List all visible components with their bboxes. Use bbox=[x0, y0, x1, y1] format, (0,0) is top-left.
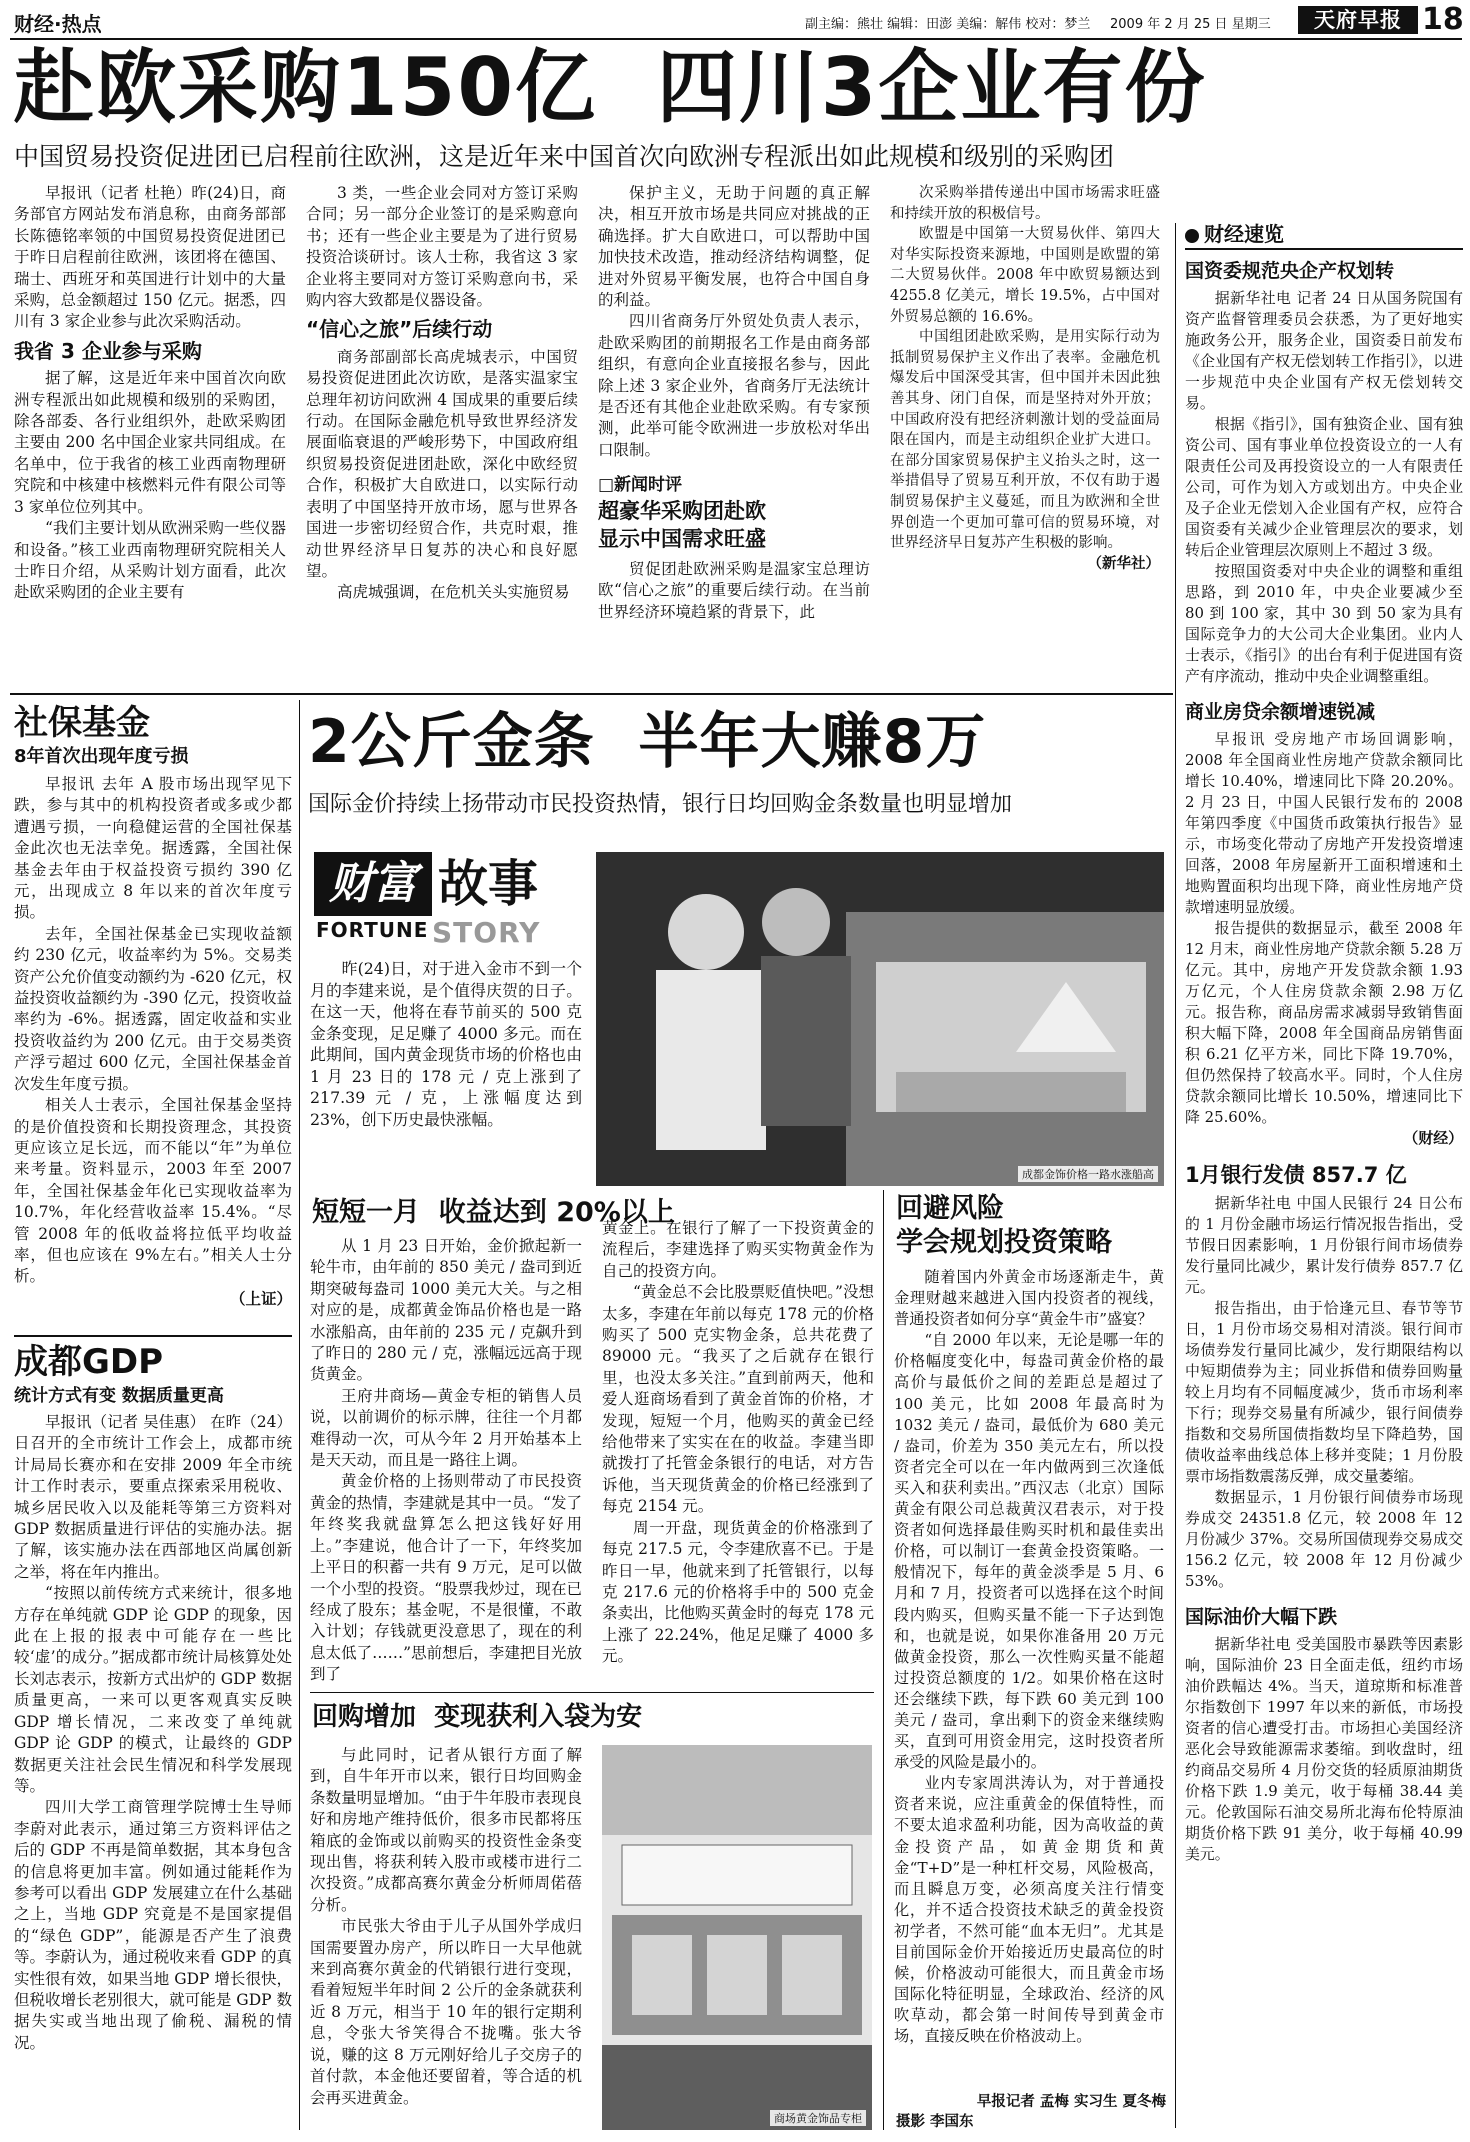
chengdu-subtitle: 统计方式有变 数据质量更高 bbox=[14, 1386, 224, 1406]
photo1-caption: 成都金饰价格一路水涨船高 bbox=[1018, 1166, 1158, 1182]
lead-col3-p1: 保护主义，无助于问题的真正解决，相互开放市场是共同应对挑战的正确选择。扩大自欧进口，可以帮助中国加快技术改造，推动经济结构调整，促进对外贸易平衡发展，也符合中国自身的利益。 bbox=[598, 184, 870, 310]
issue-date: 2009 年 2 月 25 日 星期三 bbox=[1110, 17, 1271, 32]
sidebar-n2-source: （财经） bbox=[1403, 1129, 1463, 1147]
gold-sec3-col bbox=[894, 1267, 1164, 2087]
gold-byline-2: 摄影 李国东 bbox=[896, 2113, 974, 2130]
shebao-subtitle: 8年首次出现年度亏损 bbox=[14, 746, 189, 767]
photo2-caption: 商场黄金饰品专柜 bbox=[770, 2110, 866, 2126]
gold-intro-p: 昨(24)日，对于进入金市不到一个月的李建来说，是个值得庆贺的日子。在这一天，他将在春节前买的 500 克金条变现，足足赚了 4000 多元。而在此期间，国内黄金现货市场的价格也由 1 月 23 日的 178 元 / 克上涨到了 217.39 元 / 克，上涨幅度达到 23%，创下历史最快涨幅。 bbox=[310, 959, 582, 1129]
lead-col1-p2: 据了解，这是近年来中国首次向欧洲专程派出如此规模和级别的采购团，除各部委、各行业组织外，赴欧采购团主要由 200 名中国企业家共同组成。在名单中，位于我省的核工业西南物理研究院和中核建中核燃料元件有限公司等 3 家单位位列其中。 bbox=[14, 369, 286, 516]
gold-sec2-p2: 市民张大爷由于儿子从国外学成归国需要置办房产，所以昨日一大早他就来到高赛尔黄金的代销银行进行变现，看着短短半年时间 2 公斤的金条就获利近 8 万元，相当于 10 年的银行定期利息，令张大爷笑得合不拢嘴。张大爷说，赚的这 8 万元刚好给儿子交房子的首付款，本金他还要留着，等合适的机会再买进黄金。 bbox=[310, 1917, 582, 2107]
sidebar-n4-p1: 据新华社电 受美国股市暴跌等因素影响，国际油价 23 日全面走低，纽约市场油价跌幅达 4%。当天，道琼斯和标准普尔指数创下 1997 年以来的新低，市场投资者的信心遭受打击。市场担心美国经济恶化会导致能源需求萎缩。到收盘时，纽约商品交易所 4 月份交货的轻质原油期货价格下跌 1.9 美元，收于每桶 38.44 美元。伦敦国际石油交易所北海布伦特原油期货价格下跌 91 美分，收于每桶 40.99 美元。 bbox=[1185, 1635, 1463, 1863]
gold-headline: 2公斤金条 半年大赚8万 bbox=[308, 707, 987, 777]
sidebar-n1-p1: 据新华社电 记者 24 日从国务院国有资产监督管理委员会获悉，为了更好地实施政务公开，服务企业，国资委日前发布《企业国有产权无偿划转工作指引》，以进一步规范中央企业国有产权无偿划转交易。 bbox=[1185, 289, 1463, 412]
gold-sec3-p1: 随着国内外黄金市场逐渐走牛，黄金理财越来越进入国内投资者的视线，普通投资者如何分享“黄金牛市”盛宴？ bbox=[894, 1268, 1164, 1329]
section-label: 财经·热点 bbox=[14, 12, 102, 36]
lead-col1-p3: “我们主要计划从欧洲采购一些仪器和设备。”核工业西南物理研究院相关人士昨日介绍，从采购计划方面看，此次赴欧采购团的企业主要有 bbox=[14, 519, 286, 602]
left-col-divider bbox=[14, 1335, 292, 1337]
gold-sec3-title-2: 学会规划投资策略 bbox=[896, 1227, 1112, 1258]
lead-col-2 bbox=[306, 183, 578, 678]
gold-sec1-c2b: “黄金总不会比股票贬值快吧。”没想太多，李建在年前以每克 178 元的价格购买了 500 克实物金条，总共花费了 89000 元。“我买了之后就存在银行里，也没太多关注。”直到前两天，他和爱人逛商场看到了黄金首饰的价格，才发现，短短一个月，他购买的黄金已经给他带来了实实在在的收益。李建当即就拨打了托管金条银行的电话，对方告诉他，当天现货黄金的价格已经涨到了每克 2154 元。 bbox=[602, 1283, 874, 1516]
lead-subhead: 中国贸易投资促进团已启程前往欧洲，这是近年来中国首次向欧洲专程派出如此规模和级别的采购团 bbox=[14, 142, 1115, 171]
gold-sec3-title-1: 回避风险 bbox=[896, 1193, 1004, 1224]
commentary-p1: 贸促团赴欧洲采购是温家宝总理访欧“信心之旅”的重要后续行动。在当前世界经济环境趋紧的背景下，此 bbox=[598, 559, 870, 621]
gold-intro bbox=[310, 958, 582, 1178]
chengdu-p2: “按照以前传统方式来统计，很多地方存在单纯就 GDP 论 GDP 的现象，因此在上报的报表中可能存在一些比较‘虚’的成分。”据成都市统计局核算处处长刘志表示，按新方式出炉的 GDP 数据质量更高，一来可以更客观真实反映 GDP 增长情况，二来改变了单纯就 GDP 论 GDP 的模式，让最终的 GDP 数据更关注社会民生情况和科学发展现等。 bbox=[14, 1584, 292, 1795]
chengdu-p3: 四川大学工商管理学院博士生导师李蔚对此表示，通过第三方资料评估之后的 GDP 不再是简单数据，其本身包含的信息将更加丰富。例如通过能耗作为参考可以看出 GDP 发展建立在什么基础之上，当地 GDP 究竟是不是国家提倡的“绿色 GDP”，能源是否产生了浪费等。李蔚认为，通过税收来看 GDP 的真实性很有效，如果当地 GDP 增长很快，但税收增长老别很大，就可能是 GDP 数据失实或当地出现了偷税、漏税的情况。 bbox=[14, 1798, 292, 2052]
gold-sec1-col-b bbox=[602, 1218, 874, 1686]
lead-col-1 bbox=[14, 183, 286, 678]
lead-col2-p1: 3 类，一些企业会同对方签订采购合同；另一部分企业签订的是采购意向书；还有一些企业主要是为了进行贸易投资洽谈研讨。该人士称，我省这 3 家企业将主要同对方签订采购意向书，采购内容大致都是仪器设备。 bbox=[306, 184, 578, 310]
sidebar-n3-title: 1月银行发债 857.7 亿 bbox=[1185, 1163, 1407, 1187]
lead-col2-p2: 商务部副部长高虎城表示，中国贸易投资促进团此次访欧，是落实温家宝总理年初访问欧洲 4 国成果的重要后续行动。在国际金融危机导致世界经济发展面临衰退的严峻形势下，中国政府组织贸易投资促进团赴欧，深化中欧经贸合作，积极扩大自欧进口，以实际行动表明了中国坚持开放市场，愿与世界各国进一步密切经贸合作，共克时艰，推动世界经济早日复苏的决心和良好愿望。 bbox=[306, 347, 578, 580]
lead-bottom-rule bbox=[10, 693, 1173, 695]
sidebar-label: 财经速览 bbox=[1204, 222, 1284, 246]
gold-mid-rule bbox=[310, 1692, 874, 1693]
lead-col-3 bbox=[598, 183, 870, 678]
chengdu-title: 成都GDP bbox=[14, 1342, 164, 1382]
gold-sec1-col-a bbox=[310, 1236, 582, 1686]
sidebar-n1-p3: 按照国资委对中央企业的调整和重组思路，到 2010 年，中央企业要减少至 80 到 100 家，其中 30 到 50 家为具有国际竞争力的大公司大企业集团。业内人士表示，《指引》的出台有利于促进国有资产有序流动，推动中央企业调整重组。 bbox=[1185, 562, 1463, 685]
gold-sec2-title: 回购增加 变现获利入袋为安 bbox=[312, 1702, 643, 1732]
chengdu-p1: 早报讯（记者 吴佳惠） 在昨（24）日召开的全市统计工作会上，成都市统计局局长赛亦和在安排 2009 年全市统计工作时表示，要重点探索采用税收、城乡居民收入以及能耗等第三方资料对 GDP 数据质量进行评估的实施办法。据了解，该实施办法在西部地区尚属创新之举，将在年内推出。 bbox=[14, 1413, 292, 1581]
shebao-story bbox=[14, 702, 292, 1342]
gold-sec1-c2: 黄金上。在银行了解了一下投资黄金的流程后，李建选择了购买实物黄金作为自己的投资方向。 bbox=[602, 1219, 874, 1280]
lead-col2-p3: 高虎城强调，在危机关头实施贸易 bbox=[337, 583, 570, 602]
fortune-logo-en-2: STORY bbox=[432, 916, 541, 949]
lead-col4-p3: 中国组团赴欧采购，是用实际行动为抵制贸易保护主义作出了表率。金融危机爆发后中国深受其害，但中国并未因此独善其身、闭门自保，而是坚持对外开放；中国政府没有把经济刺激计划的受益面局限在国内，而是主动组织企业扩大进口。在部分国家贸易保护主义抬头之时，这一举措倡导了贸易互利开放，不仅有助于遏制贸易保护主义蔓延，而且为欧洲和全世界创造一个更加可靠可信的贸易环境，对世界经济早日复苏产生积极的影响。 bbox=[890, 329, 1160, 552]
lead-col-4 bbox=[890, 183, 1160, 678]
shebao-p3: 相关人士表示，全国社保基金坚持的是价值投资和长期投资理念，其投资更应该立足长远，而不能以“年”为单位来考量。资料显示，2003 年至 2007 年，全国社保基金年化已实现收益率为 10.7%，年化经营收益率 15.4%。“尽管 2008 年的低收益将拉低平均收益率，但也应该在 9%左右。”相关人士分析。 bbox=[14, 1096, 292, 1286]
fortune-logo-en-1: FORTUNE bbox=[316, 918, 429, 942]
gold-sec1-c1: 从 1 月 23 日开始，金价掀起新一轮牛市，由年前的 850 美元 / 盎司到近期突破每盎司 1000 美元大关。与之相对应的是，成都黄金饰品价格也是一路水涨船高，由年前的 235 元 / 克飙升到了昨日的 280 元 / 克，涨幅远远高于现货黄金。 bbox=[310, 1237, 582, 1384]
sidebar-label-row bbox=[1185, 222, 1463, 250]
newspaper-logo: 天府早报 bbox=[1298, 6, 1418, 34]
fortune-logo-cn-2: 故事 bbox=[438, 855, 538, 913]
sidebar-n2-title: 商业房贷余额增速锐减 bbox=[1185, 701, 1376, 723]
gold-sec2-p1: 与此同时，记者从银行方面了解到，自牛年开市以来，银行日均回购金条数量明显增加。“由于牛年股市表现良好和房地产维持低价，很多市民都将压箱底的金饰或以前购买的投资性金条变现出售，将获利转入股市或楼市进行二次投资。”成都高赛尔黄金分析师周偌蓓分析。 bbox=[310, 1746, 582, 1914]
lead-col-rule bbox=[1175, 223, 1176, 2128]
shebao-p2: 去年，全国社保基金已实现收益额约 230 亿元，收益率约为 5%。交易类资产公允价值变动额约为 -620 亿元，权益投资收益额约为 -390 亿元，投资收益率约为 -6%。据透露，固定收益和实业投资收益约为 200 亿元。由于交易类资产浮亏超过 600 亿元，全国社保基金首次发生年度亏损。 bbox=[14, 924, 292, 1093]
shebao-body bbox=[14, 774, 292, 1309]
left-vertical-rule bbox=[299, 700, 300, 2130]
fortune-story-logo bbox=[314, 852, 582, 952]
lead-col1-subhead: 我省 3 企业参与采购 bbox=[14, 338, 202, 363]
photo-children-illustration bbox=[596, 852, 1164, 1186]
gold-sec1-c1c: 黄金价格的上扬则带动了市民投资黄金的热情，李建就是其中一员。“发了年终奖我就盘算怎么把这钱好好用上。”李建说，他合计了一下，年终奖加上平日的积蓄一共有 9 万元，足可以做一个小型的投资。“股票我炒过，现在已经成了股东；基金呢，不是很懂，不敢入计划；存钱就更没意思了，现在的利息太低了……”思前想后，李建把目光放到了 bbox=[310, 1472, 582, 1684]
credits-line: 副主编：熊壮 编辑：田澎 美编：解伟 校对：梦兰 bbox=[805, 17, 1091, 32]
chengdu-story bbox=[14, 1340, 292, 2130]
shebao-p1: 早报讯 去年 A 股市场出现罕见下跌，参与其中的机构投资者或多或少都遭遇亏损，一向稳健运营的全国社保基金此次也无法幸免。据透露，全国社保基金去年由于权益投资亏损约 390 亿元，出现成立 8 年以来的首次年度亏损。 bbox=[14, 775, 292, 922]
lead-col3-p2: 四川省商务厅外贸处负责人表示，赴欧采购团的前期报名工作是由商务部组织，有意向企业直接报名参与，因此除上述 3 家企业外，省商务厅无法统计是否还有其他企业赴欧采购。有专家预测，此举可能令欧洲进一步放松对华出口限制。 bbox=[598, 312, 870, 459]
gold-sec1-c1b: 王府井商场—黄金专柜的销售人员说，以前调价的标示牌，往往一个月都难得动一次，可从今年 2 月开始基本上是天天动，而且是一路往上调。 bbox=[310, 1386, 582, 1470]
lead-col1-p1: 早报讯（记者 杜艳）昨(24)日，商务部官方网站发布消息称，由商务部部长陈德铭率领的中国贸易投资促进团已于昨日启程前往欧洲，该团将在德国、瑞士、西班牙和英国进行计划中的大量采购，总金额超过 150 亿元。据悉，四川有 3 家企业参与此次采购活动。 bbox=[14, 184, 286, 331]
commentary-title-2: 显示中国需求旺盛 bbox=[598, 526, 766, 551]
gold-sec3-p2: “自 2000 年以来，无论是哪一年的价格幅度变化中，每盎司黄金价格的最高价与最低价之间的差距总是超过了 100 美元，比如 2008 年最高时为 1032 美元 / 盎司，最低价为 680 美元 / 盎司，价差为 350 美元左右，所以投资者完全可以在一年内做两到三次逢低买入和获利卖出。”西汉志（北京）国际黄金有限公司总裁黄汉君表示，对于投资者如何选择最佳购买时机和最佳卖出价格，可以制订一套黄金投资策略。一般情况下，每年的黄金淡季是 5 月、6 月和 7 月，投资者可以选择在这个时间段内购买，但购买量不能一下子达到饱和，也就是说，如果你准备用 20 万元做黄金投资，那么一次性购买量不能超过投资总额度的 1/2。如果价格在这时还会继续下跌，每下跌 60 美元到 100 美元 / 盎司，拿出剩下的资金来继续购买，直到可用资金用完，这时投资者所承受的风险是最小的。 bbox=[894, 1331, 1164, 1772]
sidebar-body bbox=[1185, 250, 1463, 1865]
commentary-label: □新闻时评 bbox=[598, 475, 683, 496]
gold-subhead: 国际金价持续上扬带动市民投资热情，银行日均回购金条数量也明显增加 bbox=[308, 792, 1013, 817]
chengdu-body bbox=[14, 1412, 292, 2054]
gold-sec1-c2c: 周一开盘，现货黄金的价格涨到了每克 217.5 元，令李建欣喜不已。于是昨日一早，他就来到了托管银行，以每克 217.6 元的价格将手中的 500 克金条卖出，比他购买黄金时的每克 178 元上涨了 22.24%，他足足赚了 4000 多元。 bbox=[602, 1518, 874, 1666]
photo-gold-counter bbox=[602, 1745, 872, 2130]
gold-byline-1: 早报记者 孟梅 实习生 夏冬梅 bbox=[976, 2093, 1166, 2110]
gold-sec2-col bbox=[310, 1745, 582, 2133]
lead-col2-subhead: “信心之旅”后续行动 bbox=[306, 317, 493, 342]
sidebar-n3-p2: 报告指出，由于恰逢元旦、春节等节日，1 月份市场交易相对清淡。银行间市场债券发行量同比减少，发行期限结构以中短期债券为主；同业拆借和债券回购量较上月均有不同幅度减少，货币市场利率下行；现券交易量有所减少，银行间债券指数和交易所国债指数均呈下降趋势，国债收益率曲线总体上移并变陡；1 月份股票市场指数震荡反弹，成交量萎缩。 bbox=[1185, 1299, 1463, 1485]
gold-sec1-title: 短短一月 收益达到 20%以上 bbox=[312, 1197, 675, 1228]
sidebar-n1-title: 国资委规范央企产权划转 bbox=[1185, 260, 1395, 282]
sidebar-n1-p2: 根据《指引》，国有独资企业、国有独资公司、国有事业单位投资设立的一人有限责任公司及再投资设立的一人有限责任公司，可作为划入方或划出方。中央企业及子企业无偿划入企业国有产权，应符合国资委有关减少企业管理层次的要求，划转后企业管理层次原则上不超过 3 级。 bbox=[1185, 415, 1463, 559]
sidebar-n2-p2: 报告提供的数据显示，截至 2008 年 12 月末，商业性房地产贷款余额 5.28 万亿元。其中，房地产开发贷款余额 1.93 万亿元，个人住房贷款余额 2.98 万亿元。报告称，商品房需求减弱导致销售面积大幅下降，2008 年全国商品房销售面积 6.21 亿平方米，同比下降 19.70%，但仍然保持了较高水平。同时，个人住房贷款余额同比增长 10.50%，增速同比下降 25.60%。 bbox=[1185, 919, 1463, 1126]
sidebar-n3-p3: 数据显示，1 月份银行间债券市场现券成交 24351.8 亿元，较 2008 年 12 月份减少 37%。交易所国债现券交易成交 156.2 亿元，较 2008 年 12 月份减少 53%。 bbox=[1185, 1488, 1463, 1590]
sidebar-n4-title: 国际油价大幅下跌 bbox=[1185, 1606, 1338, 1628]
bullet-icon bbox=[1185, 229, 1199, 243]
gold-right-rule bbox=[883, 1190, 884, 2130]
gold-sec3-p3: 业内专家周洪涛认为，对于普通投资者来说，应注重黄金的保值特性，而不要太追求盈利功能，因为高收益的黄金投资产品，如黄金期货和黄金“T+D”是一种杠杆交易，风险极高，而且瞬息万变，必须高度关注行情变化，并不适合投资技术缺乏的黄金投资初学者，不然可能“血本无归”。尤其是目前国际金价开始接近历史最高位的时候，价格波动可能很大，而且黄金市场国际化特征明显，全球政治、经济的风吹草动，都会第一时间传导到黄金市场，直接反映在价格波动上。 bbox=[894, 1774, 1164, 2046]
sidebar-n3-p1: 据新华社电 中国人民银行 24 日公布的 1 月份金融市场运行情况报告指出，受节假日因素影响，1 月份银行间市场债券发行量同比减少，累计发行债券 857.7 亿元。 bbox=[1185, 1194, 1463, 1296]
lead-col4-p1: 次采购举措传递出中国市场需求旺盛和持续开放的积极信号。 bbox=[890, 185, 1160, 222]
fortune-logo-cn-1: 财富 bbox=[314, 852, 432, 916]
shebao-title: 社保基金 bbox=[14, 703, 150, 743]
photo-gold-jewelry-counter bbox=[596, 852, 1164, 1186]
lead-col4-source: （新华社） bbox=[1087, 554, 1160, 572]
sidebar-n2-p1: 早报讯 受房地产市场回调影响，2008 年全国商业性房地产贷款余额同比增长 10.40%，增速同比下降 20.20%。2 月 23 日，中国人民银行发布的 2008 年第四季度《中国货币政策执行报告》显示，市场变化带动了房地产开发投资增速回落，2008 年房屋新开工面积增速和土地购置面积均出现下降，商业性房地产贷款增速明显放缓。 bbox=[1185, 730, 1463, 916]
photo-counter-illustration bbox=[602, 1745, 872, 2130]
page-number: 18 bbox=[1422, 2, 1464, 37]
sidebar bbox=[1185, 222, 1463, 2132]
lead-headline: 赴欧采购150亿 四川3企业有份 bbox=[14, 41, 1207, 134]
lead-col4-p2: 欧盟是中国第一大贸易伙伴、第四大对华实际投资来源地，中国则是欧盟的第二大贸易伙伴。2008 年中欧贸易额达到 4255.8 亿美元，增长 19.5%，占中国对外贸易总额的 16.6%。 bbox=[890, 226, 1160, 325]
masthead-rule bbox=[10, 38, 1462, 40]
shebao-source: （上证） bbox=[229, 1288, 292, 1308]
commentary-title-1: 超豪华采购团赴欧 bbox=[598, 498, 766, 523]
